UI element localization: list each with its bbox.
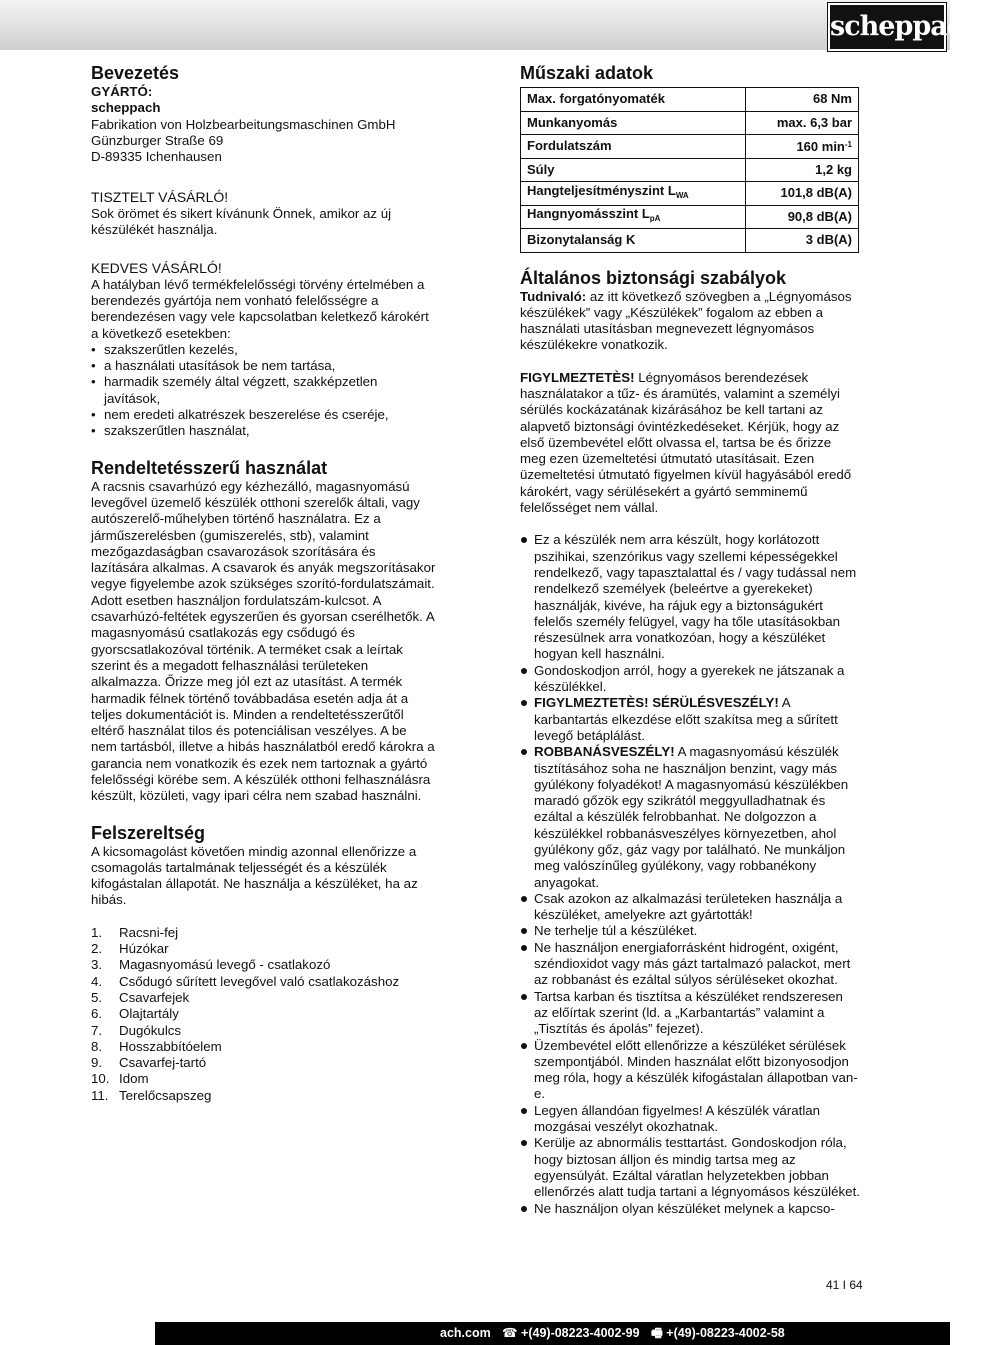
page-number: 41 I 64 bbox=[826, 1278, 863, 1292]
table-row: Hangteljesítményszint $L_{WA}$ 101,8 dB(A) bbox=[521, 182, 859, 206]
list-item: Gondoskodjon arról, hogy a gyerekek ne játszanak a készülékkel. bbox=[520, 663, 860, 696]
intended-use-heading: Rendeltetésszerű használat bbox=[91, 457, 328, 478]
list-item: 11. Terelőcsapszeg bbox=[91, 1087, 212, 1103]
list-item: Tartsa karban és tisztítsa a készüléket rendszeresen az előírtak szerint (ld. a „Karbantartás” valamint a „Tisztítás és ápolás” fejezet). bbox=[520, 989, 860, 1038]
list-item: Ez a készülék nem arra készült, hogy korlátozott pszihikai, szenzórikus vagy szellemi képességekkel rendelkező, vagy tapasztalattal és / vagy tudással nem rendelkező személyek (beleértve a gyerekeket) használják, kivéve, ha rájuk egy a biztonságukért felelős személy felügyel, vagy ha tőle utasításokban részesülnek arra vonatkozóan, hogy a készüléket hogyan kell használni. bbox=[520, 532, 860, 662]
address-line: Günzburger Straße 69 bbox=[91, 132, 224, 148]
list-item: • a használati utasítások be nem tartása, bbox=[91, 358, 436, 374]
manufacturer-label: GYÁRTÓ: bbox=[91, 84, 153, 99]
table-row: Fordulatszám 160 $\min^{-1}$ bbox=[521, 135, 859, 159]
liability-intro: A hatályban lévő termékfelelősségi törvény értelmében a berendezés gyártója nem vonható felelősségre a berendezésen vagy vele kapcsolatban keletkező károkért a következő esetekben: bbox=[91, 276, 429, 341]
list-item: Kerülje az abnormális testtartást. Gondoskodjon róla, hogy biztosan álljon és mindig tartsa meg az egyensúlyát. Ezáltal váratlan helyzetekben jobban ellenőrzés alatt tudja tartani a légnyomásos készüléket. bbox=[520, 1135, 860, 1200]
footer-fax: 🖷 +(49)-08223-4002-58 bbox=[651, 1326, 785, 1340]
list-item: • nem eredeti alkatrészek beszerelése és cseréje, bbox=[91, 407, 436, 423]
list-item: Ne használjon energiaforrásként hidrogént, oxigént, széndioxidot vagy más gázt tartalmazó palackot, mert az robbanást és ezáltal súlyos sérüléseket okozhat. bbox=[520, 940, 860, 989]
address-line: Fabrikation von Holzbearbeitungsmaschinen GmbH bbox=[91, 116, 396, 132]
list-item: • szakszerűtlen kezelés, bbox=[91, 342, 436, 358]
brand-logo: scheppach bbox=[828, 3, 946, 51]
left-column bbox=[91, 62, 436, 1104]
address-line: D-89335 Ichenhausen bbox=[91, 149, 222, 165]
footer-bar bbox=[0, 1322, 950, 1345]
list-item: FIGYLMEZTETÈS! SÉRÜLÉSVESZÉLY! A karbantartás elkezdése előtt szakítsa meg a sűrített levegő betáplálást. bbox=[520, 695, 860, 744]
intro-heading: Bevezetés bbox=[91, 63, 180, 83]
intended-use-text: A racsnis csavarhúzó egy kézhezálló, magasnyomású levegővel üzemelő készülék otthoni szerelők általi, vagy autószerelő-műhelyben történő használatra. Ez a járműszerelésben (gumiszerelés, stb), valamint mezőgazdaságban csavarozások szorítására és lazítására alkalmas. A csavarok és anyák megszorításakor vegye figyelembe azok szükséges szorító-fordulatszámait. Adott esetben használjon fordulatszám-kulcsot. A csavarhúzó-feltétek egyszerűen és gyorsan cserélhetők. A magasnyomású csatlakozás egy csődugó és gyorscsatlakozóval történik. A terméket csak a leírtak szerint és a megadott felhasználási területeken alkalmazza. Őrizze meg jól ezt az utasítást. A termék harmadik félnek történő továbbadása esetén adja át a teljes dokumentációt is. Minden a rendeltetésszerűtől eltérő használat tilos és potenciálisan veszélyes. A be nem tartásból, illetve a hibás használatból eredő károkra a garancia nem vonatkozik és ezek nem tartoznak a gyártó felelősségi körébe sem. A készülék otthoni felhasználásra készült, közületi, vagy ipari célra nem szabad használni. bbox=[91, 478, 436, 804]
greeting-text: Sok örömet és sikert kívánunk Önnek, amikor az új készülékét használja. bbox=[91, 205, 392, 238]
equipment-text: A kicsomagolást követően mindig azonnal ellenőrizze a csomagolás tartalmának teljességét és a készülék kifogástalan állapotát. Ne használja a készüléket, ha az hibás. bbox=[91, 843, 418, 908]
greeting-title: TISZTELT VÁSÁRLÓ! bbox=[91, 189, 229, 206]
warning-paragraph: FIGYLMEZTETÈS! Légnyomásos berendezések használatakor a tűz- és áramütés, valamint a személyi sérülés kockázatának kizárásához be kell tartani az alapvető biztonsági óvintézkedéseket. Kérjük, hogy az első üzembevétel előtt olvassa el, tartsa be és őrizze meg ezen üzemeltetési útmutató utasításait. Ezen üzemeltetési útmutató figyelmen kívül hagyásából eredő károkért, vagy sérülésekért a gyártó semminemű felelősséget nem vállal. bbox=[520, 369, 852, 516]
list-item: • szakszerűtlen használat, bbox=[91, 423, 436, 439]
list-item: 8. Hosszabbítóelem bbox=[91, 1038, 222, 1054]
list-item: 9. Csavarfej-tartó bbox=[91, 1055, 207, 1071]
note-paragraph: Tudnivaló: az itt következő szövegben a „Légnyomásos készülékek” vagy „Készülékek” fogalom az ebben a használati utasításban megnevezett légnyomásos készülékekre vonatkozik. bbox=[520, 288, 852, 353]
equipment-heading: Felszereltség bbox=[91, 822, 206, 843]
list-item: Legyen állandóan figyelmes! A készülék váratlan mozgásai veszélyt okozhatnak. bbox=[520, 1103, 860, 1136]
tech-data-heading: Műszaki adatok bbox=[520, 63, 654, 83]
table-row: Bizonytalanság K 3 dB(A) bbox=[521, 229, 859, 253]
list-item: 6. Olajtartály bbox=[91, 1006, 179, 1022]
table-row: Munkanyomás max. 6,3 bar bbox=[521, 111, 859, 135]
parts-list bbox=[91, 925, 436, 1104]
list-item: Csak azokon az alkalmazási területeken használja a készüléket, amelyekre azt gyártották! bbox=[520, 891, 860, 924]
safety-rules-list bbox=[520, 532, 860, 1216]
liability-list bbox=[91, 342, 436, 440]
header-bar bbox=[0, 0, 981, 50]
greeting-title: KEDVES VÁSÁRLÓ! bbox=[91, 260, 222, 277]
list-item: 3. Magasnyomású levegő - csatlakozó bbox=[91, 957, 331, 973]
safety-heading: Általános biztonsági szabályok bbox=[520, 267, 787, 288]
right-column bbox=[520, 62, 860, 1217]
table-row: Hangnyomásszint $L_{pA}$ 90,8 dB(A) bbox=[521, 205, 859, 229]
list-item: Üzembevétel előtt ellenőrizze a készüléket sérülések szempontjából. Minden használat előtt bizonyosodjon meg róla, hogy a készülék kifogástalan állapotban van-e. bbox=[520, 1038, 860, 1103]
footer-website: ach.com bbox=[440, 1326, 491, 1340]
list-item: 5. Csavarfejek bbox=[91, 989, 190, 1005]
spec-table bbox=[520, 87, 859, 253]
list-item: 1. Racsni-fej bbox=[91, 924, 179, 940]
list-item: ROBBANÁSVESZÉLY! A magasnyomású készülék tisztításához soha ne használjon benzint, vagy más gyúlékony folyadékot! A magasnyomású készülékben maradó gőzök egy szikrától meggyulladhatnak és ezáltal a készülék felrobbanhat. Ne dolgozzon a készülékkel robbanásveszélyes környezetben, ahol gyúlékony gőz, gáz vagy por található. Ne munkáljon meg valószínűleg gyúlékony, vagy robbanékony anyagokat. bbox=[520, 744, 860, 891]
list-item: Ne használjon olyan készüléket melynek a kapcso- bbox=[520, 1201, 860, 1217]
footer-phone: ☎ +(49)-08223-4002-99 bbox=[502, 1326, 640, 1340]
list-item: 4. Csődugó sűrített levegővel való csatlakozáshoz bbox=[91, 973, 400, 989]
table-row: Súly 1,2 kg bbox=[521, 158, 859, 182]
list-item: • harmadik személy által végzett, szakképzetlen javítások, bbox=[91, 374, 436, 407]
list-item: 10. Idom bbox=[91, 1071, 149, 1087]
list-item: 7. Dugókulcs bbox=[91, 1022, 182, 1038]
list-item: 2. Húzókar bbox=[91, 941, 169, 957]
company-name: scheppach bbox=[91, 100, 161, 116]
list-item: Ne terhelje túl a készüléket. bbox=[520, 923, 860, 939]
table-row: Max. forgatónyomaték 68 Nm bbox=[521, 88, 859, 112]
